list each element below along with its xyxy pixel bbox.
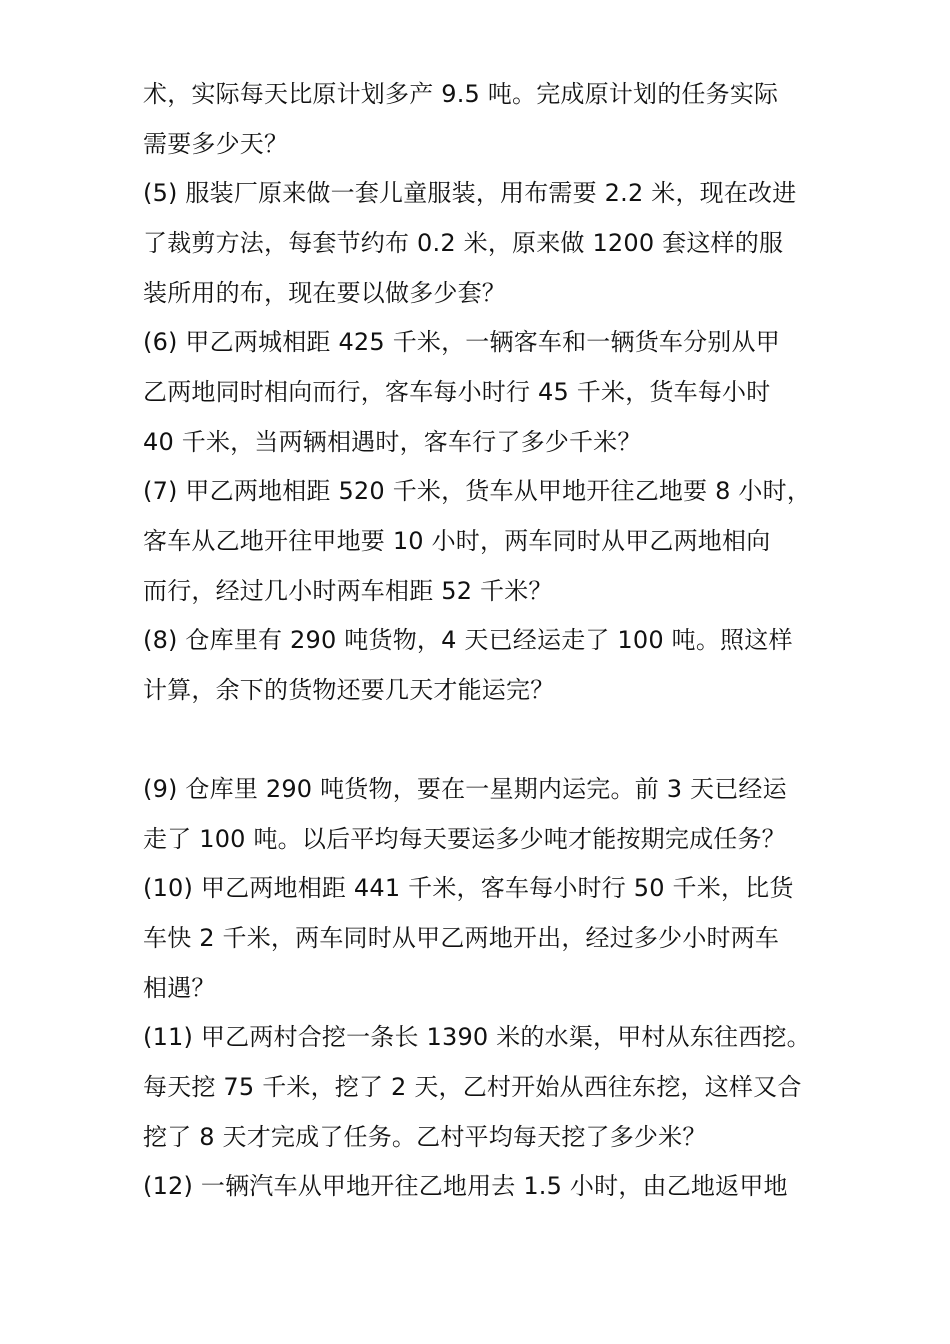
text-line: (7) 甲乙两地相距 520 千米，货车从甲地开往乙地要 8 小时， bbox=[143, 477, 812, 505]
text-line: (9) 仓库里 290 吨货物，要在一星期内运完。前 3 天已经运 bbox=[143, 775, 787, 803]
text-line: (5) 服装厂原来做一套儿童服装，用布需要 2.2 米，现在改进 bbox=[143, 179, 797, 207]
text-line: 计算，余下的货物还要几天才能运完？ bbox=[143, 676, 555, 704]
text-line: 客车从乙地开往甲地要 10 小时，两车同时从甲乙两地相向 bbox=[143, 527, 771, 555]
text-line: 需要多少天？ bbox=[143, 130, 289, 158]
text-line: (12) 一辆汽车从甲地开往乙地用去 1.5 小时，由乙地返甲地 bbox=[143, 1172, 788, 1200]
text-line: 而行，经过几小时两车相距 52 千米？ bbox=[143, 577, 553, 605]
text-line: 挖了 8 天才完成了任务。乙村平均每天挖了多少米？ bbox=[143, 1123, 707, 1151]
text-line: 了裁剪方法，每套节约布 0.2 米，原来做 1200 套这样的服 bbox=[143, 229, 784, 257]
text-line: 相遇？ bbox=[143, 974, 216, 1002]
text-line: 走了 100 吨。以后平均每天要运多少吨才能按期完成任务？ bbox=[143, 825, 786, 853]
text-line: 40 千米，当两辆相遇时，客车行了多少千米？ bbox=[143, 428, 642, 456]
text-line: (10) 甲乙两地相距 441 千米，客车每小时行 50 千米，比货 bbox=[143, 874, 794, 902]
text-line: (8) 仓库里有 290 吨货物，4 天已经运走了 100 吨。照这样 bbox=[143, 626, 793, 654]
text-line: 车快 2 千米，两车同时从甲乙两地开出，经过多少小时两车 bbox=[143, 924, 780, 952]
text-line: 每天挖 75 千米，挖了 2 天，乙村开始从西往东挖，这样又合 bbox=[143, 1073, 802, 1101]
text-line: 乙两地同时相向而行，客车每小时行 45 千米，货车每小时 bbox=[143, 378, 771, 406]
text-line: 装所用的布，现在要以做多少套？ bbox=[143, 279, 506, 307]
text-line: (6) 甲乙两城相距 425 千米，一辆客车和一辆货车分别从甲 bbox=[143, 328, 780, 356]
text-line: 术，实际每天比原计划多产 9.5 吨。完成原计划的任务实际 bbox=[143, 80, 779, 108]
text-line: (11) 甲乙两村合挖一条长 1390 米的水渠，甲村从东往西挖。 bbox=[143, 1023, 811, 1051]
